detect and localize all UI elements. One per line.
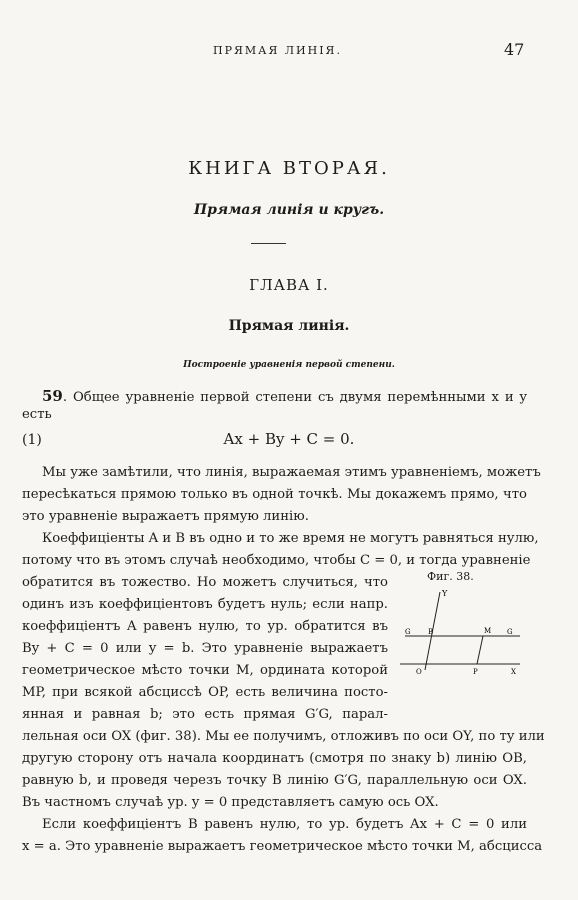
text-line-12: геометрическое мѣсто точки M, ордината которой [22, 663, 388, 678]
figure-38 [395, 586, 525, 678]
page-number: 47 [504, 40, 525, 59]
chapter-heading: ГЛАВА I. [249, 276, 329, 294]
book-title: КНИГА ВТОРАЯ. [188, 158, 390, 179]
text-line-20: x = a. Это уравненіе выражаетъ геометрическое мѣсто точки M, абсцисса [22, 839, 543, 854]
text-line-5: это уравненіе выражаетъ прямую линію. [22, 509, 309, 524]
figure-caption: Фиг. 38. [427, 570, 474, 583]
equation: Ax + By + C = 0. [223, 430, 355, 448]
text-line-11: By + C = 0 или y = b. Это уравненіе выражаетъ [22, 641, 388, 656]
equation-number: (1) [22, 432, 42, 448]
paragraph-number: 59 [42, 387, 63, 405]
text-line-2: есть [22, 407, 52, 422]
text-line-17: равную b, и проведя черезъ точку B линію G′G, параллельную оси OX. [22, 773, 527, 788]
text-line-13: MP, при всякой абсциссѣ OP, есть величина посто- [22, 685, 388, 700]
text-line-3: Мы уже замѣтили, что линія, выражаемая этимъ уравненіемъ, можетъ [42, 465, 541, 480]
fig-label-x: X [511, 668, 516, 676]
text-line-16: другую сторону отъ начала координатъ (смотря по знаку b) линію OB, [22, 751, 527, 766]
text-line-19: Если коеффиціентъ B равенъ нулю, то ур. будетъ Ax + C = 0 или [42, 817, 527, 832]
mp-ordinate-line [477, 636, 483, 664]
text-line-1: 59. Общее уравненіе первой степени съ двумя перемѣнными x и y [42, 387, 527, 405]
text-line-6: Коеффиціенты A и B въ одно и то же время не могутъ равняться нулю, [42, 531, 539, 546]
text-line-18: Въ частномъ случаѣ ур. y = 0 представляетъ самую ось OX. [22, 795, 439, 810]
text-line-7: потому что въ этомъ случаѣ необходимо, чтобы C = 0, и тогда уравненіе [22, 553, 531, 568]
book-subtitle: Прямая линія и кругъ. [193, 202, 385, 218]
text-line-9: одинъ изъ коеффиціентовъ будетъ нуль; если напр. [22, 597, 388, 612]
fig-label-o: O [416, 668, 422, 676]
fig-label-g-left: G [405, 628, 411, 636]
running-head-title: ПРЯМАЯ ЛИНІЯ. [213, 44, 342, 57]
fig-label-g-right: G [507, 628, 513, 636]
text-line-14: янная и равная b; это есть прямая G′G, парал- [22, 707, 388, 722]
text-line-8: обратится въ тожество. Но можетъ случиться, что [22, 575, 388, 590]
running-head [0, 40, 578, 60]
fig-label-b: B [428, 628, 434, 636]
section-heading: Построеніе уравненія первой степени. [183, 360, 395, 370]
divider-rule [251, 243, 286, 244]
figure-38-diagram [395, 586, 525, 678]
text-line-4: пересѣкаться прямою только въ одной точкѣ. Мы докажемъ прямо, что [22, 487, 527, 502]
text-line-10: коеффиціентъ A равенъ нулю, то ур. обратится въ [22, 619, 388, 634]
text-line-15: лельная оси OX (фиг. 38). Мы ее получимъ, отложивъ по оси OY, по ту или [22, 729, 545, 744]
fig-label-y: Y [442, 589, 448, 598]
fig-label-p: P [473, 668, 478, 676]
chapter-title: Прямая линія. [228, 318, 350, 334]
fig-label-m: M [484, 627, 492, 635]
